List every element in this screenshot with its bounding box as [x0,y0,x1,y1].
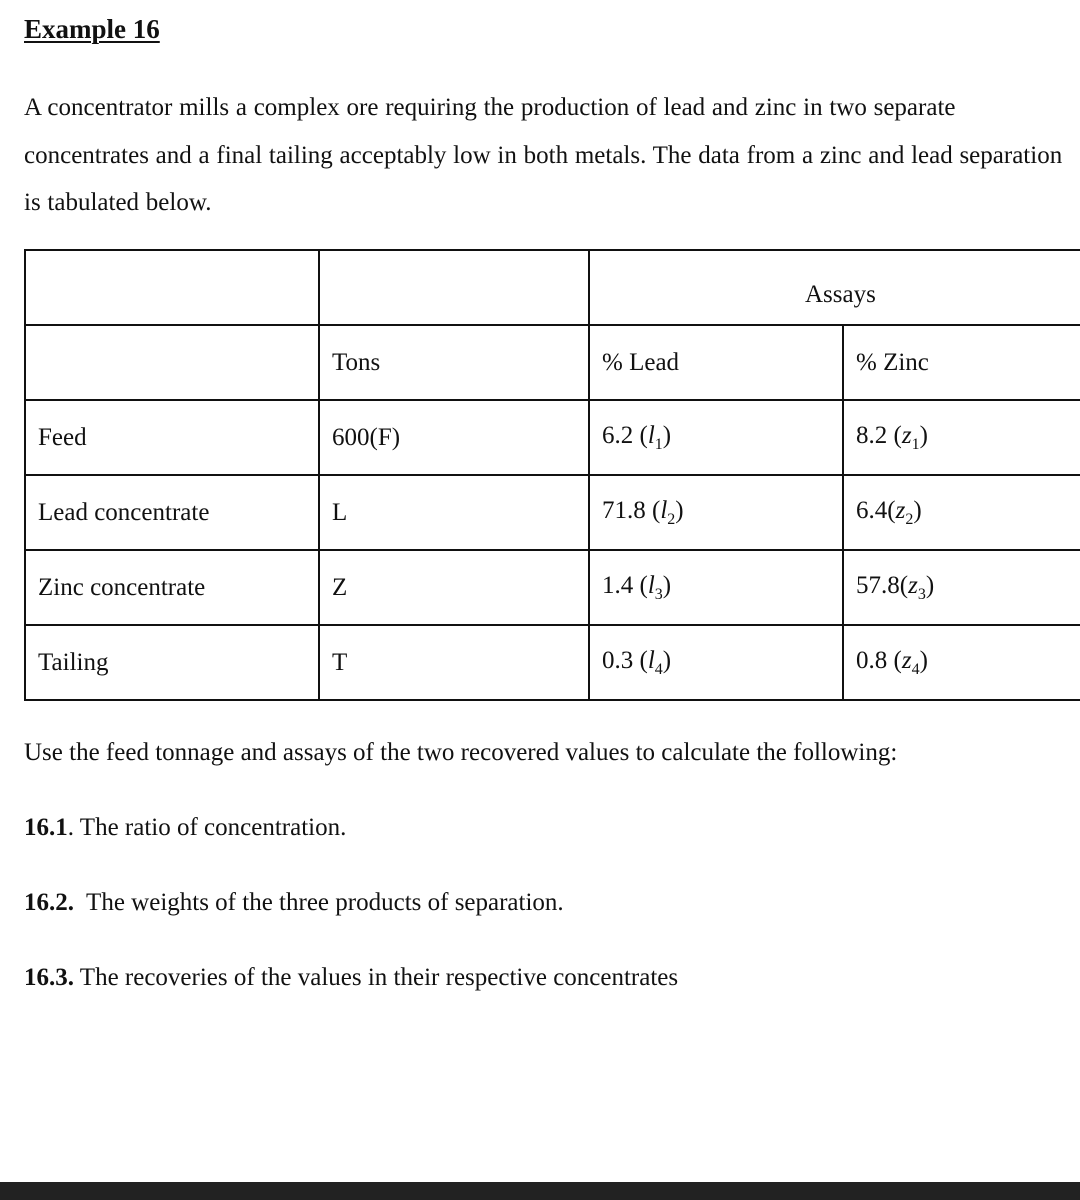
question-16-2: 16.2. The weights of the three products of separation. [24,889,564,916]
row-name: Tailing [25,625,319,700]
question-16-3: 16.3. The recoveries of the values in their respective concentrates [24,964,679,991]
row-name: Lead concentrate [25,475,319,550]
row-name: Zinc concentrate [25,550,319,625]
table-row [25,400,1080,475]
row-lead-assay: 1.4 $(l_3)$ [589,550,843,625]
column-header-lead: % Lead [589,325,843,400]
row-zinc-assay: $6.4(z_2)$ [843,475,1080,550]
row-zinc-assay: 8.2 $(z_1)$ [843,400,1080,475]
table-row [25,625,1080,700]
row-lead-assay: 71.8 $(l_2)$ [589,475,843,550]
row-tons: Z [319,550,589,625]
intro-paragraph: A concentrator mills a complex ore requiring the production of lead and zinc in two separate concentrates and a final tailing acceptably low in both metals. The data from a zinc and lead separation is tabulated below. [24,94,1063,216]
row-lead-assay: 0.3 $(l_4)$ [589,625,843,700]
header-empty-cell [319,250,589,325]
assay-table [24,249,1080,701]
table-group-header-row [25,250,1080,325]
assays-group-header: Assays [589,250,1080,325]
table-row [25,475,1080,550]
row-tons: L [319,475,589,550]
row-zinc-assay: $57.8(z_3)$ [843,550,1080,625]
row-name: Feed [25,400,319,475]
question-16-1: 16.1. The ratio of concentration. [24,814,347,841]
column-header [25,325,319,400]
row-zinc-assay: 0.8 $(z_4)$ [843,625,1080,700]
row-tons: 600(F) [319,400,589,475]
column-header-tons: Tons [319,325,589,400]
page-title: Example 16 [24,14,160,44]
instruction-text: Use the feed tonnage and assays of the two recovered values to calculate the following: [24,739,898,766]
table-header-row [25,325,1080,400]
bottom-bar [0,1182,1080,1200]
table-row [25,550,1080,625]
header-empty-cell [25,250,319,325]
row-lead-assay: 6.2 $(l_1)$ [589,400,843,475]
column-header-zinc: % Zinc [843,325,1080,400]
row-tons: T [319,625,589,700]
